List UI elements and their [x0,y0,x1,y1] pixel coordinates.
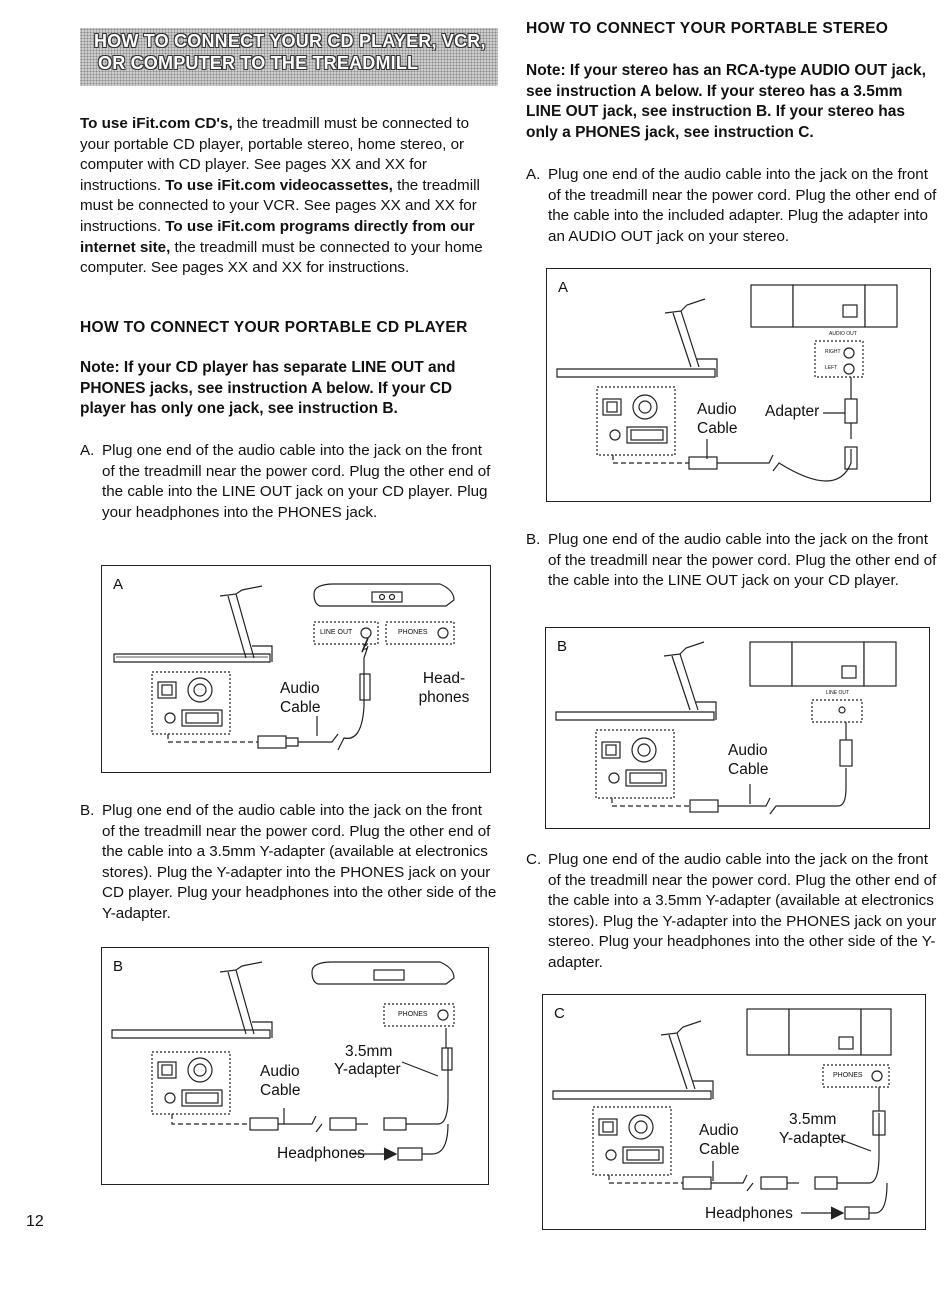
cd-section-note: Note: If your CD player has separate LINE OUT and PHONES jacks, see instruction A below. If your CD player has only one jack, see instruction B. [80,359,456,418]
figure-cd-b [101,947,489,1185]
stereo-step-c: C. Plug one end of the audio cable into the jack on the front of the treadmill near the power cord. Plug the other end of the cable into a 3.5mm Y-adapter (available at electronics stores). Plug the Y-adapter into the PHONES jack on your stereo. Plug your headphones into the other side of the Y-adapter. [526,851,937,971]
banner-title: HOW TO CONNECT YOUR CD PLAYER, VCR, OR COMPUTER TO THE TREADMILL [94,31,486,73]
audio-cable-label: Audio Cable [699,1122,740,1158]
adapter-size-label: 3.5mm [345,1043,393,1060]
audio-cable-label: Audio Cable [697,401,738,437]
right-label: RIGHT [825,349,841,355]
page-number: 12 [26,1213,44,1230]
figure-stereo-c-drawing [543,995,925,1229]
headphones-label: Headphones [277,1145,365,1162]
figure-letter: B [557,638,568,655]
figure-letter: B [113,958,124,975]
audio-cable-label: Audio Cable [260,1063,301,1099]
cd-step-b: B. Plug one end of the audio cable into the jack on the front of the treadmill near the power cord. Plug the other end of the cable into a 3.5mm Y-adapter (available at electronics stores). Plug the Y-adapter into the PHONES jack on your CD player. Plug your headphones into the other side of the Y-adapter. [80,802,497,922]
headphones-label: Head- phones [418,670,470,706]
left-label: LEFT [825,365,838,371]
cd-section-heading: HOW TO CONNECT YOUR PORTABLE CD PLAYER [80,319,468,336]
stereo-step-b: B. Plug one end of the audio cable into the jack on the front of the treadmill near the power cord. Plug the other end of the cable into the LINE OUT jack on your CD player. [526,531,937,590]
figure-stereo-a-drawing [547,269,930,501]
figure-letter: A [113,576,124,593]
intro-paragraph: To use iFit.com CD's, the treadmill must be connected to your portable CD player, portable stereo, home stereo, or computer with CD player. See pages XX and XX for instructions. To use iFit.com videocassettes, the treadmill must be connected to your VCR. See pages XX and XX for instructions. To use iFit.com programs directly from our internet site, the treadmill must be connected to your home computer. See pages XX and XX for instructions. [80,115,483,277]
phones-label: PHONES [833,1072,863,1079]
figure-letter: C [554,1005,565,1022]
phones-label: PHONES [398,1011,428,1018]
adapter-size-label: 3.5mm [789,1111,837,1128]
stereo-step-a: A. Plug one end of the audio cable into the jack on the front of the treadmill near the power cord. Plug the other end of the cable into the included adapter. Plug the adapter into an AUDIO OUT jack on your stereo. [526,166,937,245]
cd-step-a: A. Plug one end of the audio cable into the jack on the front of the treadmill near the power cord. Plug the other end of the cable into the LINE OUT jack on your CD player. Plug your headphones into the PHONES jack. [80,442,491,521]
figure-stereo-c [542,994,926,1230]
figure-letter: A [558,279,569,296]
y-adapter-label: Y-adapter [779,1130,846,1147]
phones-label: PHONES [398,629,428,636]
line-out-label: LINE OUT [826,690,850,696]
audio-cable-label: Audio Cable [728,742,769,778]
figure-stereo-b [545,627,930,829]
stereo-section-note: Note: If your stereo has an RCA-type AUDIO OUT jack, see instruction A below. If your stereo has a 3.5mm LINE OUT jack, see instruction B. If your stereo has only a PHONES jack, see instruction C. [526,62,926,141]
headphones-label: Headphones [705,1205,793,1222]
figure-stereo-b-drawing [546,628,929,828]
y-adapter-label: Y-adapter [334,1061,401,1078]
figure-stereo-a [546,268,931,502]
adapter-label: Adapter [765,403,820,420]
figure-cd-a [101,565,491,773]
stereo-section-heading: HOW TO CONNECT YOUR PORTABLE STEREO [526,20,889,37]
audio-out-label: AUDIO OUT [829,331,857,337]
line-out-label: LINE OUT [320,629,353,636]
audio-cable-label: Audio Cable [280,680,321,716]
